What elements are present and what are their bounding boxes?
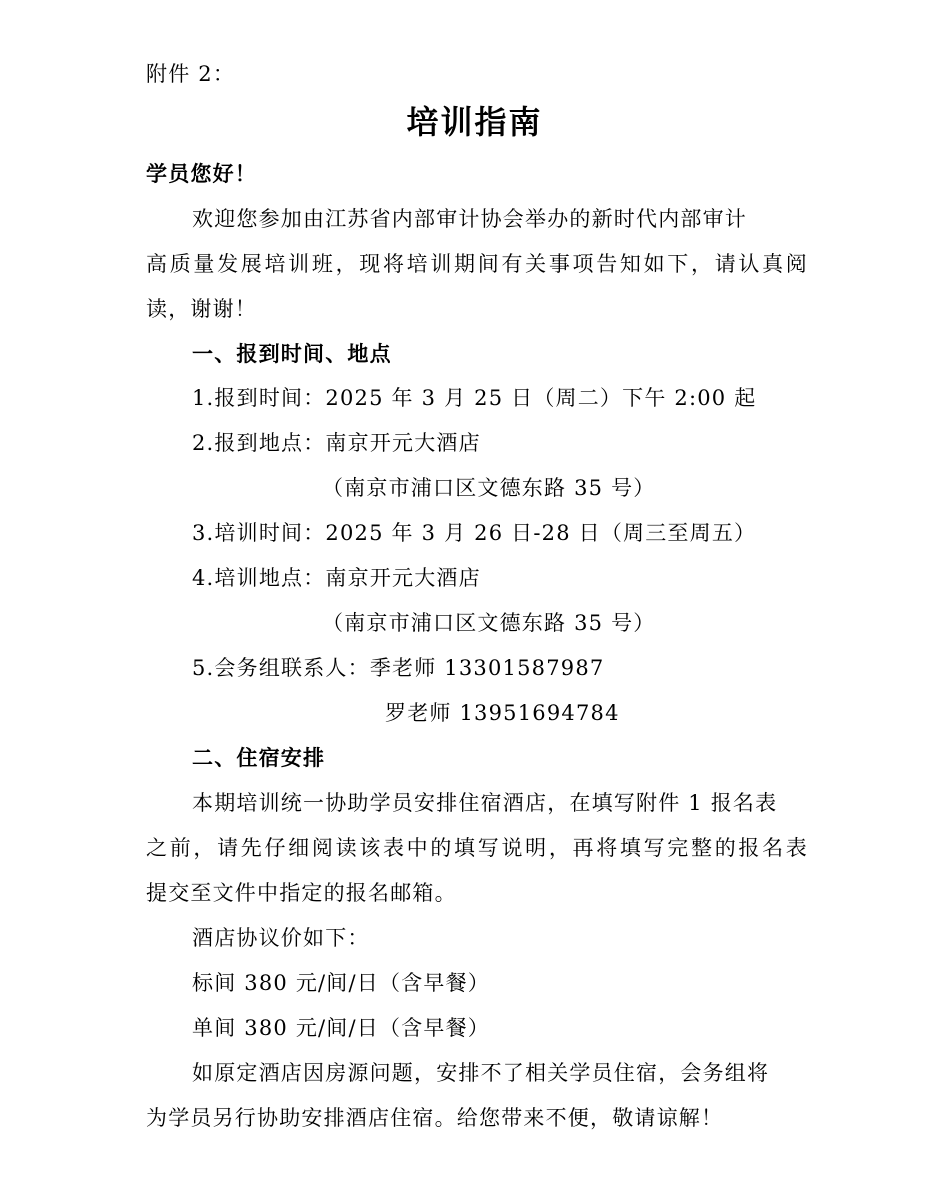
section1-item-training-address: （南京市浦口区文德东路 35 号）	[322, 611, 656, 635]
section2-price-standard-room: 标间 380 元/间/日（含早餐）	[192, 971, 490, 995]
section1-item-report-address: （南京市浦口区文德东路 35 号）	[322, 476, 656, 500]
section1-item-report-place: 2.报到地点：南京开元大酒店	[192, 431, 481, 455]
attachment-label: 附件 2：	[146, 62, 236, 86]
page-title: 培训指南	[406, 103, 543, 141]
section2-price-intro: 酒店协议价如下：	[192, 926, 370, 950]
section1-heading: 一、报到时间、地点	[192, 342, 392, 366]
section1-item-training-time: 3.培训时间：2025 年 3 月 26 日-28 日（周三至周五）	[192, 521, 757, 545]
intro-line-3: 读，谢谢！	[146, 297, 257, 321]
section2-heading: 二、住宿安排	[192, 746, 326, 770]
section1-item-training-place: 4.培训地点：南京开元大酒店	[192, 566, 481, 590]
section2-para1-line-2: 之前，请先仔细阅读该表中的填写说明，再将填写完整的报名表	[146, 836, 808, 860]
intro-line-1: 欢迎您参加由江苏省内部审计协会举办的新时代内部审计	[192, 207, 747, 231]
greeting: 学员您好！	[146, 162, 257, 186]
section2-price-single-room: 单间 380 元/间/日（含早餐）	[192, 1016, 490, 1040]
section2-para2-line-1: 如原定酒店因房源问题，安排不了相关学员住宿，会务组将	[192, 1061, 770, 1085]
section2-para1-line-1: 本期培训统一协助学员安排住宿酒店，在填写附件 1 报名表	[192, 791, 778, 815]
section1-item-contact: 5.会务组联系人：季老师 13301587987	[192, 656, 605, 680]
section1-item-contact-2: 罗老师 13951694784	[385, 701, 620, 725]
section2-para1-line-3: 提交至文件中指定的报名邮箱。	[146, 881, 457, 905]
intro-line-2: 高质量发展培训班，现将培训期间有关事项告知如下，请认真阅	[146, 252, 808, 276]
section1-item-report-time: 1.报到时间：2025 年 3 月 25 日（周二）下午 2:00 起	[192, 386, 757, 410]
section2-para2-line-2: 为学员另行协助安排酒店住宿。给您带来不便，敬请谅解！	[146, 1106, 724, 1130]
